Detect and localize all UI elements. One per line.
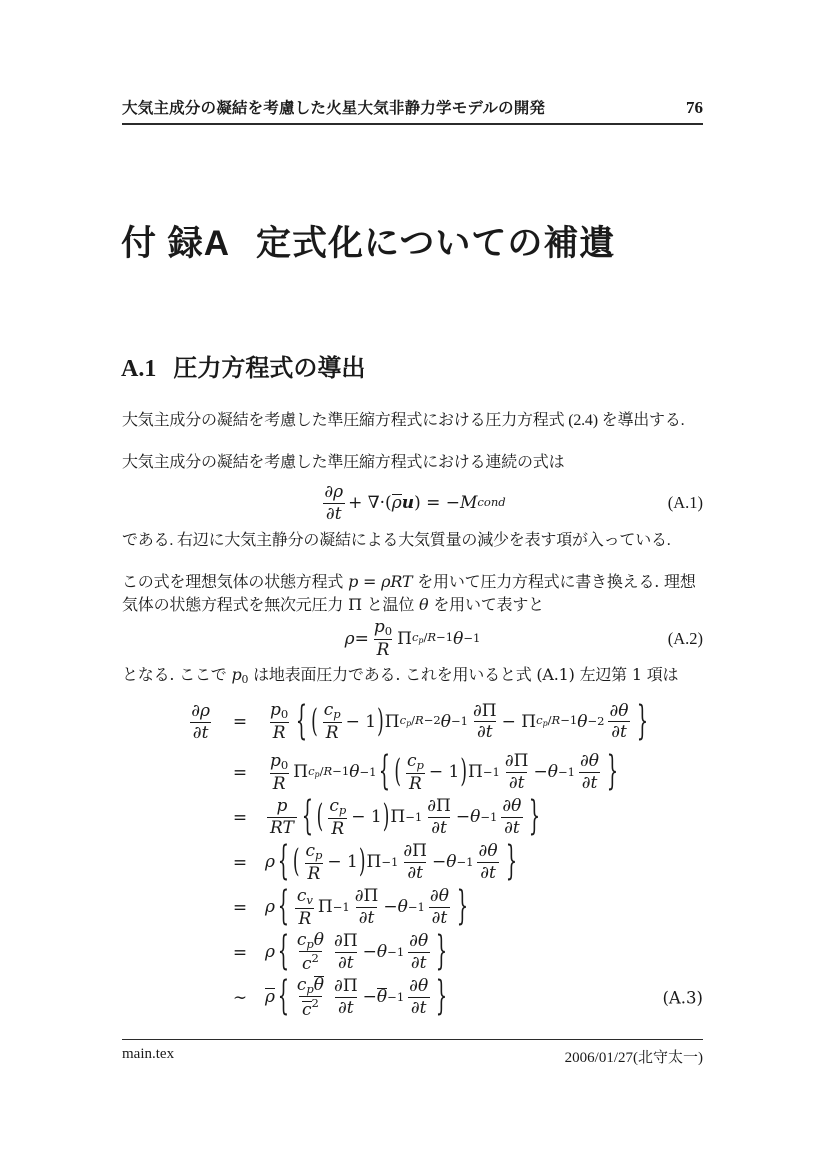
paragraph-4-line-2: 気体の状態方程式を無次元圧力 Π と温位 θ を用いて表すと bbox=[122, 595, 544, 614]
chapter-label: 付 録A bbox=[121, 224, 231, 263]
section-title: 圧力方程式の導出 bbox=[173, 355, 366, 382]
equation-row: = ρ { $\frac{cv}{R}$ Π −1 $\frac{\partial\Pi}{\partial t}$ − θ −1 $\frac{\partial\theta}{\partial t}$ } bbox=[232, 883, 469, 931]
equation-row: = ρ { ( $\frac{cp}{R}$ − 1 ) Π −1 $\frac{\partial\Pi}{\partial t}$ − θ −1 $\frac{\partial\theta}{\partial t}$ } bbox=[232, 838, 517, 886]
paragraph-5: となる. ここで p0 は地表面圧力である. これを用いると式 (A.1) 左辺第 1 項は bbox=[122, 665, 679, 687]
equation-a2 bbox=[122, 616, 703, 662]
equation-a2-tag: (A.2) bbox=[667, 629, 703, 648]
running-head bbox=[122, 96, 703, 125]
chapter-title: 定式化についての補遺 bbox=[256, 224, 616, 263]
equation-a1-math: $\frac{\partial\rho}{\partial t}$ + ∇·( ρ u ) = − M cond bbox=[324, 481, 506, 524]
equation-a3-tag: (A.3) bbox=[662, 988, 703, 1007]
equation-row: = $\frac{p}{RT}$ { ( $\frac{cp}{R}$ − 1 ) Π −1 $\frac{\partial\Pi}{\partial t}$ − θ −1 $\frac{\partial\theta}{\partial t}$ } bbox=[232, 793, 541, 841]
section-heading bbox=[121, 348, 365, 383]
equation-row: $\frac{\partial\rho}{\partial t}$ = $\frac{p0}{R}$ { ( $\frac{cp}{R}$ − 1 ) Π cp/R−2 θ −1 $\frac{\partial\Pi}{\partial t}$ − Π cp/R−1 θ −2 $\frac{\partial\theta}{\partial t}$ } bbox=[191, 698, 648, 746]
paragraph-2: 大気主成分の凝結を考慮した準圧縮方程式における連続の式は bbox=[122, 454, 565, 471]
equation-a1 bbox=[122, 478, 703, 528]
equation-row: = $\frac{p0}{R}$ Π cp/R−1 θ −1 { ( $\frac{cp}{R}$ − 1 ) Π −1 $\frac{\partial\Pi}{\partial t}$ − θ −1 $\frac{\partial\theta}{\partial t}$ } bbox=[232, 748, 619, 796]
paragraph-1: 大気主成分の凝結を考慮した準圧縮方程式における圧力方程式 (2.4) を導出する. bbox=[122, 412, 685, 429]
equation-a2-math: ρ = $\frac{p0}{R}$ Π cp/R−1 θ −1 bbox=[344, 617, 481, 661]
footer-date-author: 2006/01/27(北守太一) bbox=[564, 1050, 703, 1066]
paragraph-3: である. 右辺に大気主静分の凝結による大気質量の減少を表す項が入っている. bbox=[122, 532, 671, 549]
equation-row: = ρ { $\frac{\text{cpθ}}{c^2}$ $\frac{\partial\Pi}{\partial t}$ − θ −1 $\frac{\partial\theta}{\partial t}$ } bbox=[232, 928, 448, 976]
chapter-heading bbox=[121, 216, 615, 266]
running-head-title: 大気主成分の凝結を考慮した火星大気非静力学モデルの開発 bbox=[122, 100, 546, 117]
equation-row: ∼ ρ { $\frac{\text{cpθ}}{c^2}$ $\frac{\partial\Pi}{\partial t}$ − θ −1 $\frac{\partial\theta}{\partial t}$ } (A.3) bbox=[232, 973, 703, 1021]
paragraph-4-line-1: この式を理想気体の状態方程式 p = ρRT を用いて圧力方程式に書き換える. 理想 bbox=[122, 572, 696, 591]
section-number: A.1 bbox=[121, 356, 157, 382]
page-footer bbox=[122, 1039, 703, 1067]
equation-a3-array bbox=[122, 694, 703, 1020]
equation-a1-tag: (A.1) bbox=[667, 493, 703, 512]
footer-filename: main.tex bbox=[122, 1046, 175, 1062]
page-number: 76 bbox=[686, 98, 703, 117]
